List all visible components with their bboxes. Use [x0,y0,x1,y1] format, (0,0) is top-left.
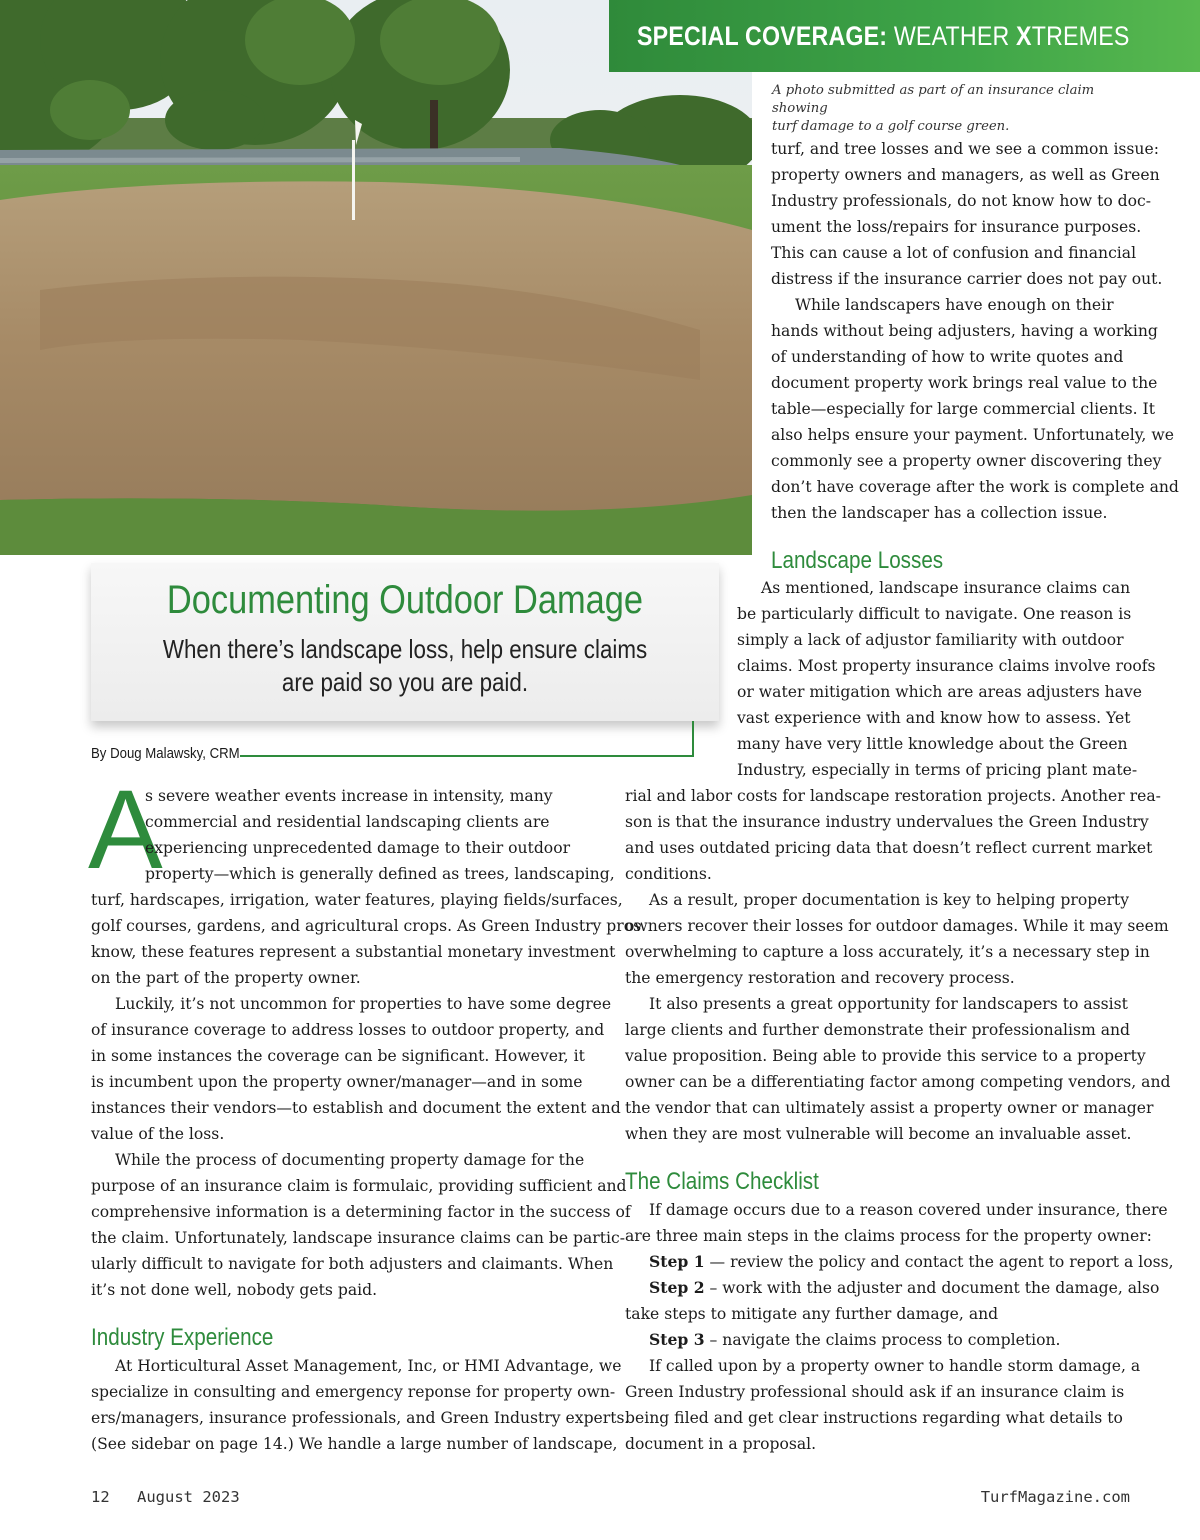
article-column-left [91,783,642,1457]
article-column-top-right [771,136,1179,526]
paragraph: Luckily, it’s not uncommon for properties to have some degree of insurance coverage to address losses to outdoor property, and in some instances the coverage can be significant. However, it is incumbent upon the property owner/manager—and in some instances their vendors—to establish and document the extent and value of the loss. [91,995,621,1143]
banner-title: SPECIAL COVERAGE: WEATHER XTREMES [637,20,1130,51]
paragraph: At Horticultural Asset Management, Inc, or HMI Advantage, we specialize in consulting and emergency reponse for property own- ers/managers, insurance professionals, and Green Industry experts. (See sidebar on page 14.) We handle a large number of landscape, [91,1357,630,1453]
article-column-right [625,783,1174,1457]
paragraph: turf, and tree losses and we see a common issue: property owners and managers, as well as Green Industry professionals, do not know how to doc- ument the loss/repairs for insurance purposes. This can cause a lot of confusion and financial distress if the insurance carrier does not pay out. [771,140,1163,288]
claims-checklist-heading: The Claims Checklist [625,1168,819,1195]
byline-rule [240,755,694,757]
landscape-losses-heading: Landscape Losses [771,547,944,574]
industry-experience-heading: Industry Experience [91,1324,274,1351]
step-1: Step 1 — review the policy and contact the agent to report a loss, [649,1252,1174,1271]
footer-left [91,1488,240,1506]
issue-date: August 2023 [137,1488,240,1506]
article-subhead: When there’s landscape loss, help ensure claims are paid so you are paid. [162,634,648,697]
step-2: Step 2 – work with the adjuster and document the damage, also take steps to mitigate any further damage, and [625,1278,1160,1323]
photo-caption: A photo submitted as part of an insurance claim showing turf damage to a golf course green. [772,83,1095,134]
section-banner [609,0,1200,72]
paragraph: While the process of documenting property damage for the purpose of an insurance claim is formulaic, providing sufficient and comprehensive information is a determining factor in the success of the claim. Unfortunately, landscape insurance claims can be partic- ularly difficult to navigate for both adjusters and claimants. When it’s not done well, nobody gets paid. [91,1151,631,1299]
paragraph: As a result, proper documentation is key to helping property owners recover their losses for outdoor damages. While it may seem overwhelming to capture a loss accurately, it’s a necessary step in the emergency restoration and recovery process. [625,891,1169,987]
byline-rule-vertical [692,721,694,756]
step-3: Step 3 – navigate the claims process to completion. [649,1330,1061,1349]
byline: By Doug Malawsky, CRM [91,745,240,762]
footer-site: TurfMagazine.com [980,1488,1130,1506]
landscape-losses-heading-wrap [771,546,971,576]
paragraph: While landscapers have enough on their hands without being adjusters, having a working of understanding of how to write quotes and document property work brings real value to the table—especially for large commercial clients. It also helps ensure your payment. Unfortunately, we commonly see a property owner discovering they don’t have coverage after the work is complete and then the landscaper has a collection issue. [771,296,1179,522]
page-number: 12 [91,1488,110,1506]
paragraph: It also presents a great opportunity for landscapers to assist large clients and further demonstrate their professionalism and value proposition. Being able to provide this service to a property owner can be a differentiating factor among competing vendors, and the vendor that can ultimately assist a property owner or manager when they are most vulnerable will become an invaluable asset. [625,995,1171,1143]
article-title-box [91,563,719,721]
paragraph: s severe weather events increase in intensity, many commercial and residential landscaping clients are experiencing unprecedented damage to their outdoor property—which is generally defined as trees, landscaping, turf, hardscapes, irrigation, water features, playing fields/surfaces, golf courses, gardens, and agricultural crops. As Green Industry pros know, these features represent a substantial monetary investment on the part of the property owner. [91,787,642,987]
paragraph: rial and labor costs for landscape restoration projects. Another rea- son is that the insurance industry undervalues the Green Industry and uses outdated pricing data that doesn’t reflect current market conditions. [625,787,1161,883]
golf-green-photo [0,0,752,555]
paragraph: If damage occurs due to a reason covered under insurance, there are three main steps in the claims process for the property owner: [625,1201,1168,1245]
landscape-losses-text: As mentioned, landscape insurance claims can be particularly difficult to navigate. One reason is simply a lack of adjustor familiarity with outdoor claims. Most property insurance claims involve roofs or water mitigation which are areas adjusters have vast experience with and know how to assess. Yet many have very little knowledge about the Green Industry, especially in terms of pricing plant mate- [737,579,1156,779]
paragraph: If called upon by a property owner to handle storm damage, a Green Industry professional should ask if an insurance claim is being filed and get clear instructions regarding what details to document in a proposal. [625,1357,1141,1453]
drop-cap: A [88,767,163,892]
article-headline: Documenting Outdoor Damage [166,578,644,622]
